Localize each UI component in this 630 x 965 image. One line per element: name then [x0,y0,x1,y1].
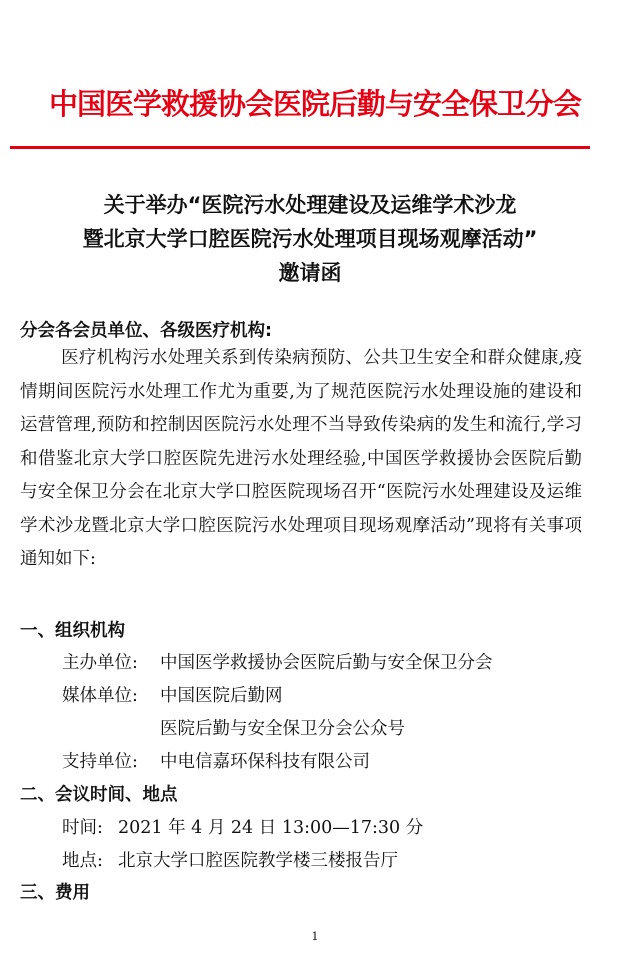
support-value: 中电信嘉环保科技有限公司 [160,752,370,772]
document-title-line-1: 关于举办“医院污水处理建设及运维学术沙龙 [103,193,517,217]
page-number: 1 [311,930,319,943]
body-paragraph: 医疗机构污水处理关系到传染病预防、公共卫生安全和群众健康,疫情期间医院污水处理工作尤为重要,为了规范医院污水处理设施的建设和运营管理,预防和控制因医院污水处理不当导致传染病的发生和流行,学习和借鉴北京大学口腔医院先进污水处理经验,中国医学救援协会医院后勤与安全保卫分会在北京大学口腔医院现场召开“医院污水处理建设及运维学术沙龙暨北京大学口腔医院污水处理项目现场观摩活动”现将有关事项通知如下: [20,348,582,569]
section-heading-organization: 一、组织机构 [20,621,125,641]
media-value-1: 中国医院后勤网 [160,686,283,706]
support-label: 支持单位: [62,752,138,772]
media-value-2: 医院后勤与安全保卫分会公众号 [160,719,405,739]
salutation: 分会各会员单位、各级医疗机构: [20,321,272,341]
time-value: 2021 年 4 月 24 日 13:00—17:30 分 [118,818,424,838]
place-label: 地点: [62,851,103,871]
document-title-line-3: 邀请函 [278,261,342,285]
time-label: 时间: [62,818,103,838]
media-label: 媒体单位: [62,686,138,706]
host-label: 主办单位: [62,653,138,673]
letterhead-red-rule [10,146,590,149]
host-value: 中国医学救援协会医院后勤与安全保卫分会 [160,653,493,673]
section-heading-fees: 三、费用 [20,883,90,903]
place-value: 北京大学口腔医院教学楼三楼报告厅 [118,851,398,871]
document-title-line-2: 暨北京大学口腔医院污水处理项目现场观摩活动” [82,227,538,251]
letterhead-org-name: 中国医学救援协会医院后勤与安全保卫分会 [48,87,581,121]
section-heading-time-place: 二、会议时间、地点 [20,785,178,805]
